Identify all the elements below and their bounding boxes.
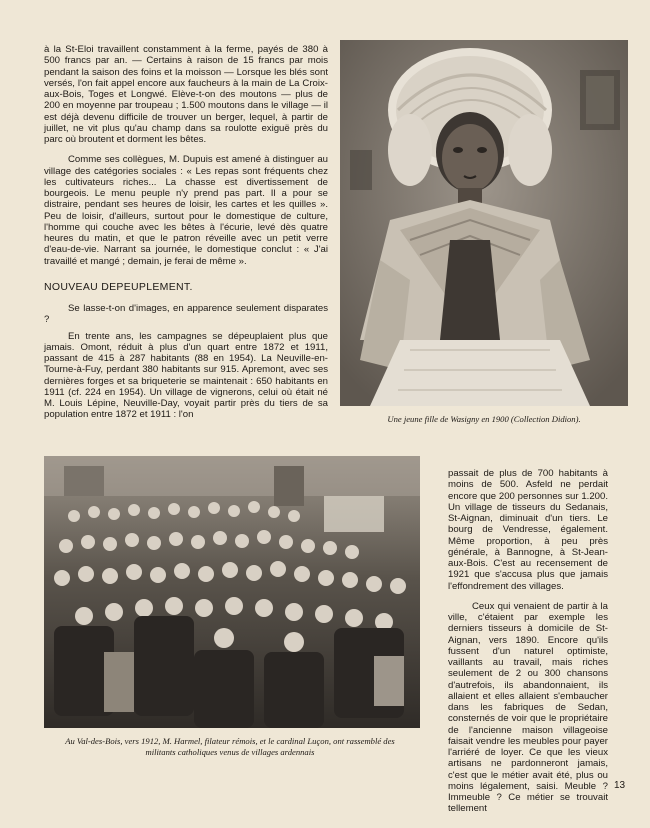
section-heading: NOUVEAU DEPEUPLEMENT. — [44, 280, 193, 293]
article-column-right — [448, 468, 608, 815]
group-photo-illustration — [44, 456, 420, 728]
article-column-top — [44, 44, 328, 421]
paragraph-farm-workers: à la St-Eloi travaillent constamment à la ferme, payés de 380 à 500 francs par an. — Certains à raison de 15 francs par mois pendant la saison des foins et la moisson — Lorsque les blés sont versés, l'on fait appel encore aux faucheurs à la main de La Croix-aux-Bois, Toges et Longwé. Elève-t-on des moutons — plus de 200 en moyenne par troupeau ; 1.500 moutons dans le village — il est déjà devenu difficile de trouver un berger, lequel, à partir de juillet, ne vit plus qu'au champ dans sa roulotte exiguë près du parc où broutent et dorment les bêtes. — [44, 44, 328, 145]
paragraph-village-figures: passait de plus de 700 habitants à moins de 500. Asfeld ne perdait encore que 200 personnes sur 1.200. Un village de tisseurs du Sedanais, St-Aignan, diminuait d'un tiers. Le bourg de Vendresse, également. Même proportion, à peu près générale, à Bannogne, à St-Jean-aux-Bois. C'est au recensement de 1921 que s'accusa plus que jamais l'effondrement des villages. — [448, 468, 608, 592]
page-number: 13 — [614, 780, 626, 791]
paragraph-images-question: Se lasse-t-on d'images, en apparence seulement disparates ? — [44, 303, 328, 326]
paragraph-weavers: Ceux qui venaient de partir à la ville, c'étaient par exemple les derniers tisseurs à domicile de St-Aignan, vers 1890. Encore qu'ils fussent d'un naturel optimiste, vaillants au travail, mais riches seulement de 2 ou 300 chansons d'autrefois, ils abandonnaient, ils allaient et elles allaient s'embaucher dans les fabriques de Sedan, consternés de voir que le propriétaire de l'ancienne maison villageoise faisait vendre les meubles pour payer l'arriéré de loyer. Ce que les vieux artisans ne pardonneront jamais, c'est que le métier avait été, plus ou moins légalement, saisi. Meuble ? Immeuble ? Ce métier se trouvait tellement — [448, 600, 608, 815]
young-girl-illustration — [340, 40, 628, 406]
caption-young-girl: Une jeune fille de Wasigny en 1900 (Collection Didion). — [387, 414, 581, 424]
caption-catholic-militants: Au Val-des-Bois, vers 1912, M. Harmel, filateur rémois, et le cardinal Luçon, ont rassemblé des militants catholiques venus de villages ardennais — [65, 736, 395, 757]
paragraph-social-categories: Comme ses collègues, M. Dupuis est amené à distinguer au village des catégories sociales : « Les repas sont fréquents chez les cultivateurs riches... La chasse est divertissement de bourgeois. Le menu peuple n'y prend pas part. Il a pour se distraire, pendant ses heures de loisir, les cartes et les quilles ». Peu de loisir, d'ailleurs, surtout pour le domestique de culture, l'homme qui couche avec les bêtes à l'écurie, levé dès quatre heures du matin, et que le patron réveille avec un petit verre d'eau-de-vie. Narrant sa journée, le domestique conclut : « J'ai travaillé et mangé ; demain, je ferai de même ». — [44, 154, 328, 267]
photo-catholic-militants — [44, 456, 420, 728]
photo-young-girl — [340, 40, 628, 406]
paragraph-depopulation: En trente ans, les campagnes se dépeuplaient plus que jamais. Omont, réduit à plus d'un quart entre 1872 et 1911, passant de 415 à 287 habitants (88 en 1954). La Neuville-en-Tourne-à-Fuy, perdant 380 habitants sur 915. Apremont, avec ses dernières forges et sa briqueterie se maintenait : 650 habitants en 1911 (cf. 224 en 1954). Un village de vignerons, celui où était né M. Louis Lépine, Neuville-Day, voyait partir près du tiers de sa population entre 1872 et 1911 : l'on — [44, 330, 328, 421]
